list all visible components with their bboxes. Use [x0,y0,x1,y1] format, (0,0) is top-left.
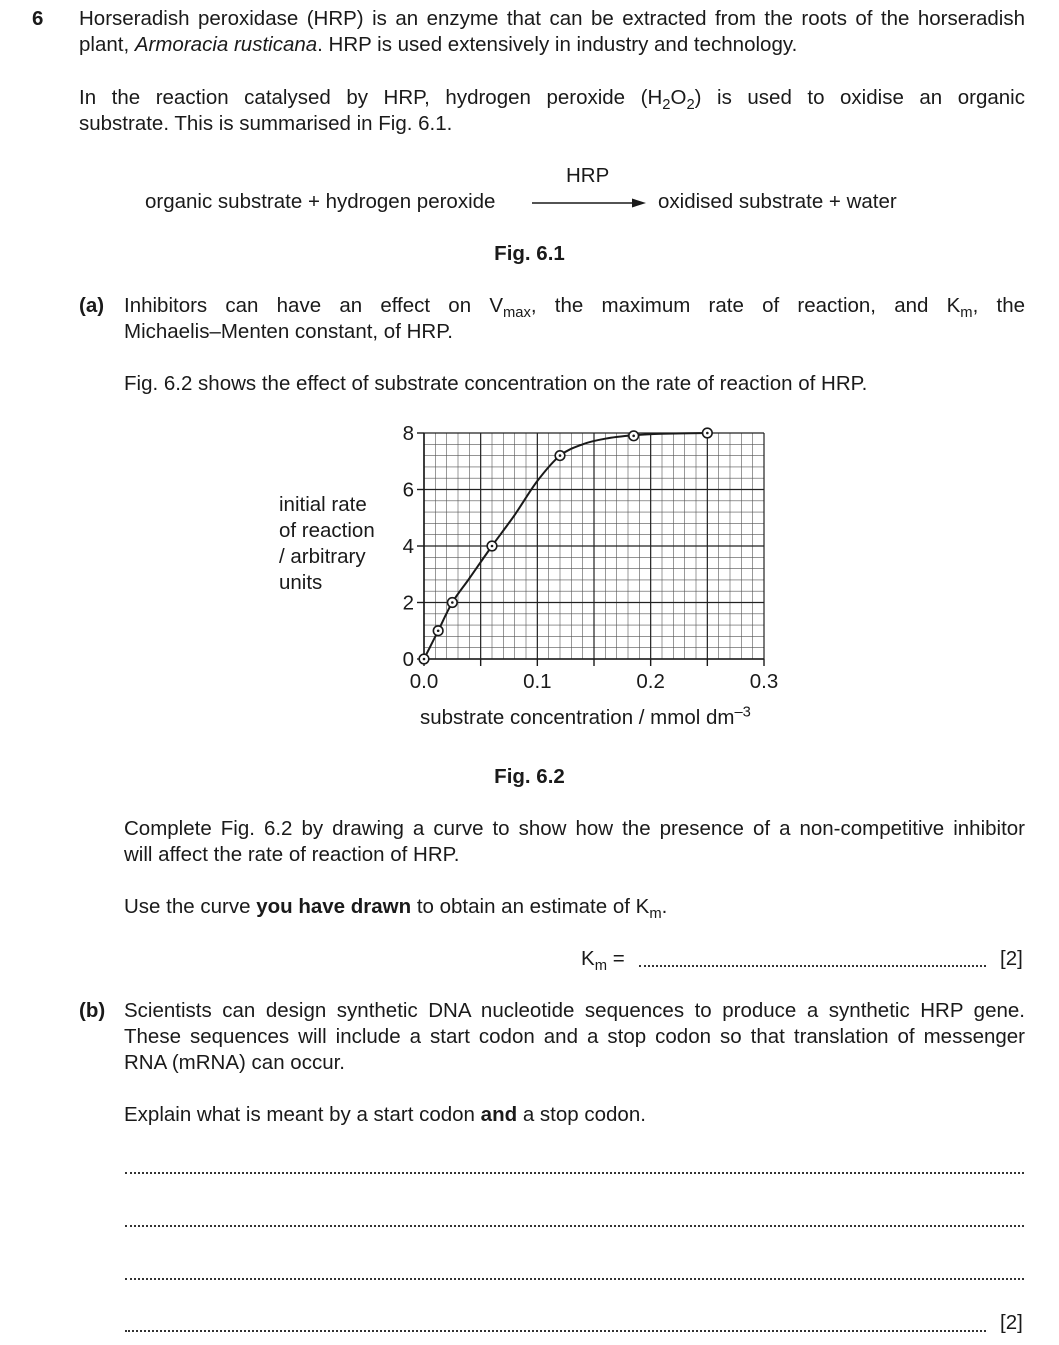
fig62-intro: Fig. 6.2 shows the effect of substrate concentration on the rate of reaction of HRP. [124,372,868,395]
x-tick-label: 0.3 [749,670,779,693]
answer-line-3[interactable] [125,1278,1024,1280]
y-axis-label-line: / arbitrary [279,545,366,568]
species-name: Armoracia rusticana [134,33,318,56]
para2-line-1: In the reaction catalysed by HRP, hydrogen peroxide $(H_2O_2)$ is used to oxidise an organic [79,86,1025,114]
rate-graph [380,415,800,710]
intro-line-2: plant, Armoracia rusticana. HRP is used extensively in industry and technology. [79,33,798,56]
instruction-1-line-2: will affect the rate of reaction of HRP. [124,843,460,866]
y-axis-label-line: initial rate [279,493,367,516]
part-b-line-2: These sequences will include a start codon and a stop codon so that translation of messenger [124,1025,1025,1048]
y-tick-label: 4 [402,535,414,558]
y-tick-label: 2 [402,591,414,615]
x-tick-label: 0.2 [636,670,665,693]
reaction-reactants: organic substrate + hydrogen peroxide [145,190,496,213]
x-tick-label: 0.1 [523,670,552,693]
para2-line-2: substrate. This is summarised in Fig. 6.1. [79,112,453,135]
data-point [629,431,639,441]
km-answer-label: $K_m$ = [581,947,625,975]
y-ticks [403,422,424,671]
answer-line-4[interactable] [125,1330,986,1332]
answer-line-1[interactable] [125,1172,1024,1174]
y-tick-label: 0 [402,648,414,671]
answer-line-2[interactable] [125,1225,1024,1227]
data-point [448,598,458,608]
part-b-line-3: RNA (mRNA) can occur. [124,1051,345,1074]
part-b-line-1: Scientists can design synthetic DNA nucleotide sequences to produce a synthetic HRP gene. [124,999,1025,1022]
instruction-2: Use the curve you have drawn to obtain an estimate of $K_m$. [124,895,668,923]
part-b-label: (b) [79,999,106,1022]
part-a-line-2: Michaelis–Menten constant, of HRP. [124,320,453,343]
part-a-marks: [2] [1000,947,1023,970]
y-tick-label: 6 [402,478,414,502]
instruction-1-line-1: Complete Fig. 6.2 by drawing a curve to show how the presence of a non-competitive inhibitor [124,817,1025,840]
x-tick-label: 0.0 [409,670,439,693]
fig62-caption: Fig. 6.2 [494,765,565,788]
x-axis-label: substrate concentration / mmol $dm^{-3}$ [420,704,751,729]
data-point [703,428,713,438]
y-axis-label [279,492,375,596]
reaction-arrow-icon [530,195,650,211]
data-point [555,451,565,461]
data-point [487,541,497,551]
reaction-products: oxidised substrate + water [658,190,897,213]
part-a-label: (a) [79,294,105,317]
x-ticks [410,659,779,693]
part-b-instruction: Explain what is meant by a start codon and a stop codon. [124,1103,646,1126]
intro-line-1: Horseradish peroxidase (HRP) is an enzyme that can be extracted from the roots of the horseradish [79,7,1025,30]
y-tick-label: 8 [402,422,414,445]
y-axis-label-line: units [279,571,323,594]
data-point [433,626,443,636]
part-b-marks: [2] [1000,1311,1023,1334]
y-axis-label-line: of reaction [279,519,375,542]
reaction-enzyme-label: HRP [566,164,610,187]
data-point [419,654,429,664]
km-answer-field[interactable] [639,965,986,967]
part-a-line-1: Inhibitors can have an effect on $V_{max}$, the maximum rate of reaction, and $K_m$, the [124,294,1025,322]
fig61-caption: Fig. 6.1 [494,242,565,265]
question-number: 6 [32,7,44,30]
